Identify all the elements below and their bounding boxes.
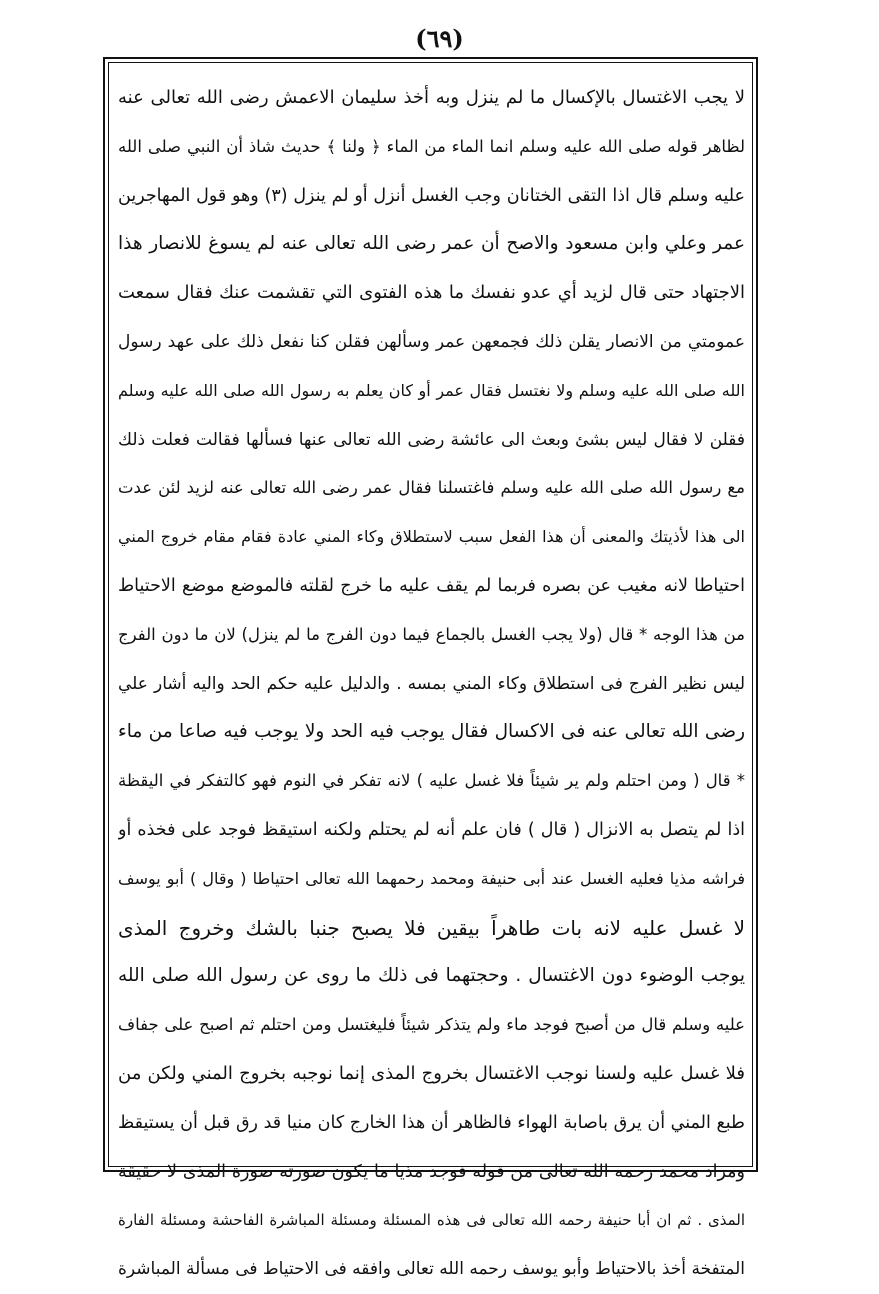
text-line: طبع المني أن يرق باصابة الهواء فالظاهر أن هذا الخارج كان منيا قد رق قبل أن يستيقظ [118,1112,745,1133]
text-line: احتياطا لانه مغيب عن بصره فربما لم يقف عليه ما خرج لقلته فالموضع موضع الاحتياط [118,575,745,596]
text-line: اذا لم يتصل به الانزال ( قال ) فان علم أنه لم يحتلم ولكنه استيقظ فوجد على فخذه أو [118,819,745,840]
text-line: مع رسول الله صلى الله عليه وسلم فاغتسلنا فقال عمر رضى الله تعالى عنه لزيد لئن عدت [118,478,745,498]
text-line: * قال ( ومن احتلم ولم ير شيئاً فلا غسل عليه ) لانه تفكر في النوم فهو كالتفكر في اليقظة [118,771,745,791]
text-line: المذى . ثم ان أبا حنيفة رحمه الله تعالى فى هذه المسئلة ومسئلة المباشرة الفاحشة ومسئلة الفارة [118,1211,745,1230]
text-line: رضى الله تعالى عنه فى الاكسال فقال يوجب فيه الحد ولا يوجب فيه صاعا من ماء [118,721,745,743]
text-line: عليه وسلم قال من أصبح فوجد ماء ولم يتذكر شيئاً فليغتسل ومن احتلم ثم اصبح على جفاف [118,1015,745,1035]
text-line: الله صلى الله عليه وسلم ولا نغتسل فقال عمر أو كان يعلم به رسول الله صلى الله عليه وسلم [118,380,745,400]
text-line: عليه وسلم قال اذا التقى الختانان وجب الغسل أنزل أو لم ينزل (٣) وهو قول المهاجرين [118,185,745,206]
text-line: عمر وعلي وابن مسعود والاصح أن عمر رضى الله تعالى عنه لم يسوغ للانصار هذا [118,233,745,255]
text-line: من هذا الوجه * قال (ولا يجب الغسل بالجماع فيما دون الفرج ما لم ينزل) لان ما دون الفرج [118,624,745,644]
text-line: عمومتي من الانصار يقلن ذلك فجمعهن عمر وسألهن فقلن كنا نفعل ذلك على عهد رسول [118,331,745,352]
page-number: (٦٩) [415,24,464,53]
text-line: الى هذا لأذيتك والمعنى أن هذا الفعل سبب لاستطلاق وكاء المني عادة فقام مقام خروج المني [118,527,745,547]
text-line: فلا غسل عليه ولسنا نوجب الاغتسال بخروج المذى إنما نوجبه بخروج المني ولكن من [118,1062,745,1084]
text-line: لظاهر قوله صلى الله عليه وسلم انما الماء من الماء ﴿ ولنا ﴾ حديث شاذ أن النبي صلى الله [118,136,745,156]
text-line: يوجب الوضوء دون الاغتسال . وحجتهما فى ذلك ما روى عن رسول الله صلى الله [118,965,745,987]
text-line: لا يجب الاغتسال بالإكسال ما لم ينزل وبه أخذ سليمان الاعمش رضى الله تعالى عنه [118,87,745,108]
text-line: الاجتهاد حتى قال لزيد أي عدو نفسك ما هذه الفتوى التي تقشمت عنك فقال سمعت [118,282,745,304]
body-text [118,74,745,1294]
text-line: ليس نظير الفرج فى استطلاق وكاء المني بمسه . والدليل عليه حكم الحد واليه أشار علي [118,673,745,694]
text-line: المتفخة أخذ بالاحتياط وأبو يوسف رحمه الله تعالى وافقه فى الاحتياط فى مسألة المباشرة [118,1259,745,1280]
text-line: لا غسل عليه لانه بات طاهراً بيقين فلا يصبح جنبا بالشك وخروج المذى [118,915,745,940]
text-line: فراشه مذيا فعليه الغسل عند أبى حنيفة ومحمد رحمهما الله تعالى احتياطا ( وقال ) أبو يوسف [118,868,745,888]
text-line: فقلن لا فقال ليس بشئ وبعث الى عائشة رضى الله تعالى عنها فسألها فقالت فعلت ذلك [118,429,745,450]
text-line: ومراد محمد رحمه الله تعالى من قوله فوجد مذيا ما يكون صورته صورة المذى لا حقيقة [118,1161,745,1182]
